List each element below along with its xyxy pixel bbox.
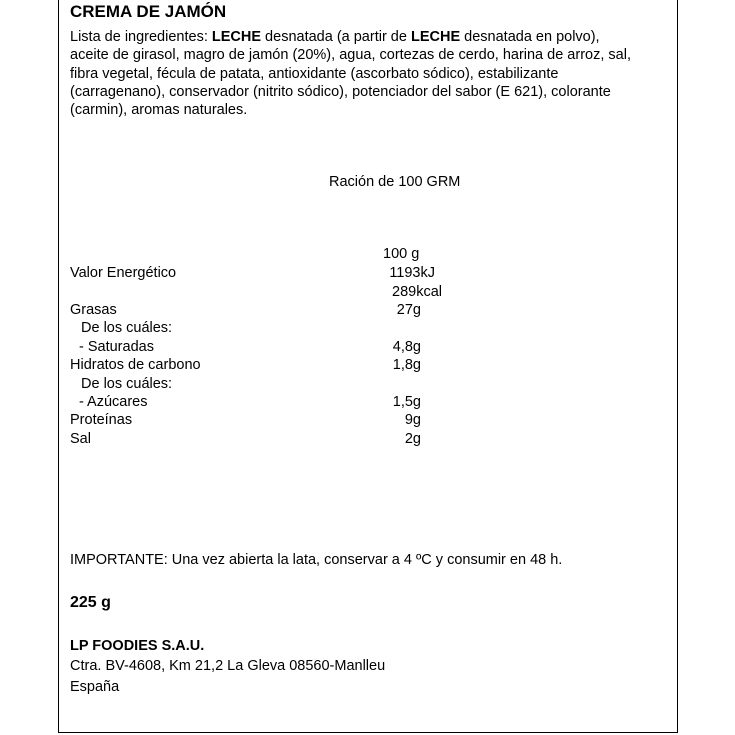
ingredient-allergen: LECHE (211, 29, 262, 45)
protein-value: 9g (404, 412, 421, 428)
energy-label: Valor Energético (70, 265, 177, 281)
net-weight: 225 g (70, 594, 111, 611)
carbs-value: 1,8g (392, 357, 421, 373)
sugars-label: - Azúcares (79, 394, 148, 410)
ingredient-allergen: LECHE (410, 29, 461, 45)
company-name: LP FOODIES S.A.U. (70, 638, 205, 654)
serving-size: Ración de 100 GRM (329, 174, 461, 190)
carbs-label: Hidratos de carbono (70, 357, 201, 373)
of-which-label: De los cuáles: (81, 320, 173, 336)
salt-value: 2g (404, 431, 421, 447)
sugars-value: 1,5g (392, 394, 421, 410)
of-which-label: De los cuáles: (81, 376, 173, 392)
product-title: CREMA DE JAMÓN (70, 2, 227, 21)
salt-label: Sal (70, 431, 91, 447)
storage-notice: IMPORTANTE: Una vez abierta la lata, conservar a 4 ºC y consumir en 48 h. (70, 552, 563, 568)
protein-label: Proteínas (70, 412, 133, 428)
energy-kcal-value: 289kcal (392, 284, 442, 300)
ingredients-label: Lista de ingredientes: (70, 29, 208, 45)
ingredient-text: desnatada en polvo), aceite de girasol, magro de jamón (20%), agua, cortezas de cerdo, harina de arroz, sal, fibra vegetal, fécula de patata, antioxidante (ascorbato sódico), estabilizante (carragenano), conservador (nitrito sódico), potenciador del sabor (E 621), colorante (carmin), aromas naturales. (70, 29, 631, 119)
nutrition-column-header: 100 g (383, 246, 420, 262)
ingredients-list (70, 28, 640, 119)
energy-kj-value: 1193kJ (389, 265, 435, 281)
fat-value: 27g (396, 302, 421, 318)
fat-label: Grasas (70, 302, 117, 318)
saturated-value: 4,8g (392, 339, 421, 355)
ingredient-text: desnatada (a partir de (261, 29, 411, 45)
saturated-label: - Saturadas (79, 339, 154, 355)
company-country: España (70, 679, 120, 695)
company-address: Ctra. BV-4608, Km 21,2 La Gleva 08560-Manlleu (70, 658, 386, 674)
